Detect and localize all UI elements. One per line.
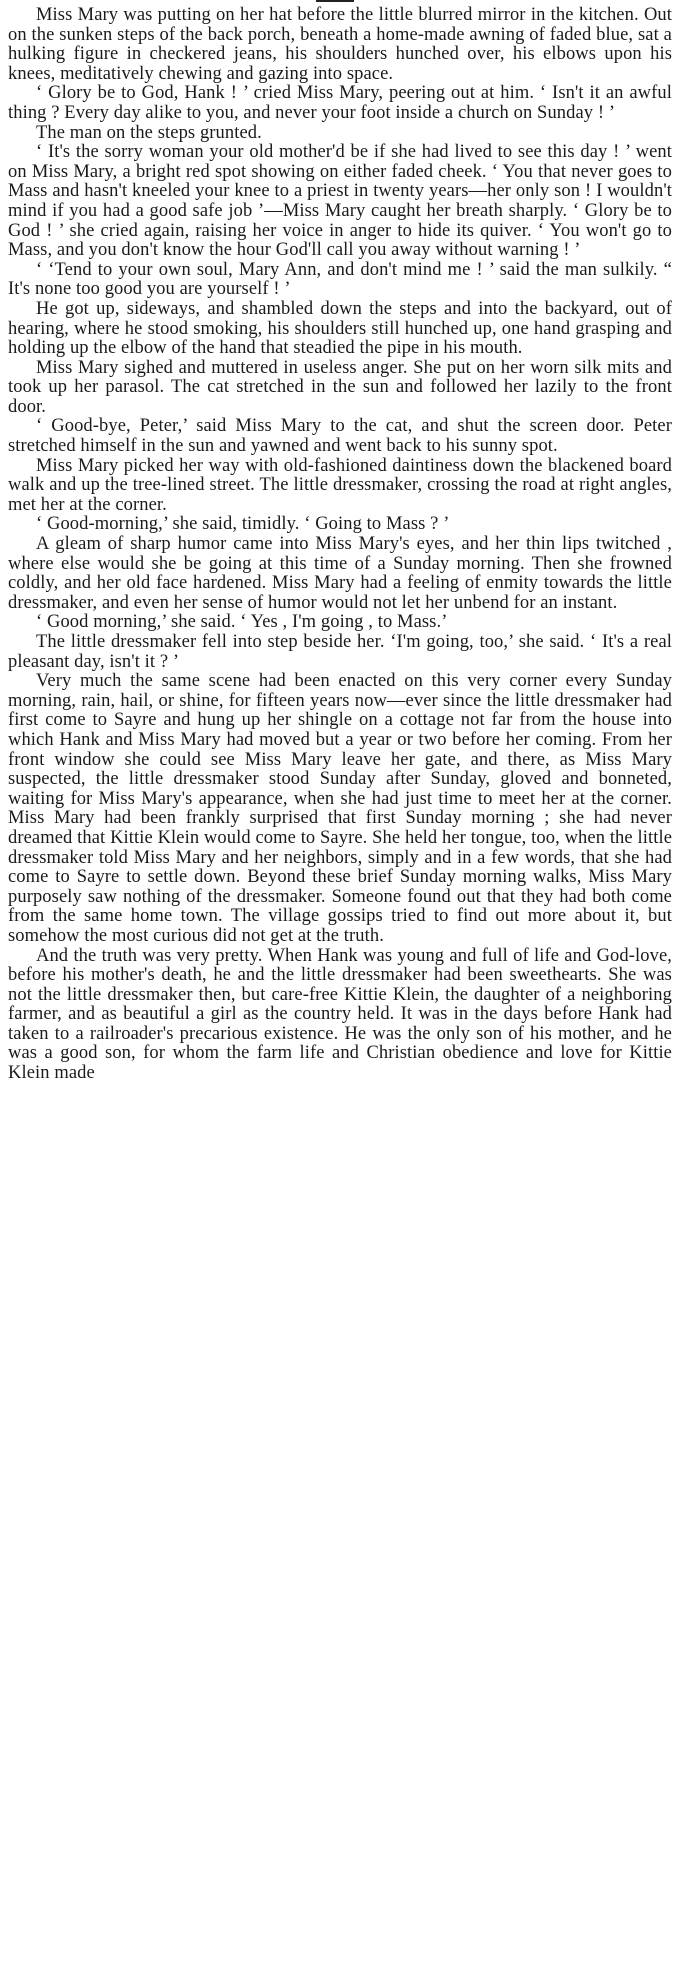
paragraph: ‘ Good-bye, Peter,’ said Miss Mary to the cat, and shut the screen door. Peter stretched himself in the sun and yawned and went back to his sunny spot. bbox=[8, 416, 672, 457]
paragraph: ‘ Glory be to God, Hank ! ’ cried Miss Mary, peering out at him. ‘ Isn't it an awful thing ? Every day alike to you, and never your foot inside a church on Sunday ! ’ bbox=[8, 83, 672, 123]
paragraph: The man on the steps grunted. bbox=[36, 122, 262, 143]
paragraph: A gleam of sharp humor came into Miss Mary's eyes, and her thin lips twitched , where else would she be going at this time of a Sunday morning. Then she frowned coldly, and her old face hardened. Miss Mary had a feeling of enmity towards the little dressmaker, and even her sense of humor would not let her unbend for an instant. bbox=[8, 534, 672, 613]
paragraph: The little dressmaker fell into step beside her. ‘I'm going, too,’ she said. ‘ It's a real pleasant day, isn't it ? ’ bbox=[8, 632, 672, 672]
paragraph: Miss Mary was putting on her hat before the little blurred mirror in the kitchen. Out on the sunken steps of the back porch, beneath a home-made awning of faded blue, sat a hulking figure in checkered jeans, his shoulders hunched over, his elbows upon his knees, meditatively chewing and gazing into space. bbox=[8, 5, 672, 84]
paragraph: And the truth was very pretty. When Hank was young and full of life and God-love, before his mother's death, he and the little dressmaker had been sweethearts. She was not the little dressmaker then, but care-free Kittie Klein, the daughter of a neighboring farmer, and as beautiful a girl as the country held. It was in the days before Hank had taken to a railroader's precarious existence. He was the only son of his mother, and he was a good son, for whom the farm life and Christian obedience and love for Kittie Klein made bbox=[8, 945, 672, 1084]
article-column bbox=[8, 0, 672, 1084]
paragraph: Very much the same scene had been enacted on this very corner every Sunday morning, rain, hail, or shine, for fifteen years now—ever since the little dressmaker had first come to Sayre and hung up her shingle on a cottage not far from the house into which Hank and Miss Mary had moved but a year or two before her coming. From her front window she could see Miss Mary leave her gate, and there, as Miss Mary suspected, the little dressmaker stood Sunday after Sunday, gloved and bonneted, waiting for Miss Mary's appearance, when she had just time to meet her at the corner. Miss Mary had been frankly surprised that first Sunday morning ; she had never dreamed that Kittie Klein would come to Sayre. She held her tongue, too, when the little dressmaker told Miss Mary and her neighbors, simply and in a few words, that she had come to Sayre to settle down. Beyond these brief Sunday morning walks, Miss Mary purposely saw nothing of the dressmaker. Someone found out that they had both come from the same home town. The village gossips tried to find out more about it, but somehow the most curious did not get at the truth. bbox=[8, 671, 672, 946]
paragraph: ‘ Good-morning,’ she said, timidly. ‘ Going to Mass ? ’ bbox=[36, 514, 450, 535]
paragraph: Miss Mary sighed and muttered in useless anger. She put on her worn silk mits and took up her parasol. The cat stretched in the sun and followed her lazily to the front door. bbox=[8, 357, 672, 417]
paragraph: Miss Mary picked her way with old-fashioned daintiness down the blackened board walk and up the tree-lined street. The little dressmaker, crossing the road at right angles, met her at the corner. bbox=[8, 455, 672, 515]
paragraph: He got up, sideways, and shambled down the steps and into the backyard, out of hearing, where he stood smoking, his shoulders still hunched up, one hand grasping and holding up the elbow of the hand that steadied the pipe in his mouth. bbox=[8, 298, 672, 359]
paragraph: ‘ It's the sorry woman your old mother'd be if she had lived to see this day ! ’ went on Miss Mary, a bright red spot showing on either faded cheek. ‘ You that never goes to Mass and hasn't kneeled your knee to a priest in twenty years—her only son ! I wouldn't mind if you had a good safe job ’—Miss Mary caught her breath sharply. ‘ Glory be to God ! ’ she cried again, raising her voice in anger to hide its quiver. ‘ You won't go to Mass, and you don't know the hour God'll call you away without warning ! ’ bbox=[8, 142, 672, 261]
paragraph: ‘ Good morning,’ she said. ‘ Yes , I'm going , to Mass.’ bbox=[36, 612, 448, 633]
paragraph: ‘ ‘Tend to your own soul, Mary Ann, and don't mind me ! ’ said the man sulkily. “ It's none too good you are yourself ! ’ bbox=[8, 259, 672, 300]
